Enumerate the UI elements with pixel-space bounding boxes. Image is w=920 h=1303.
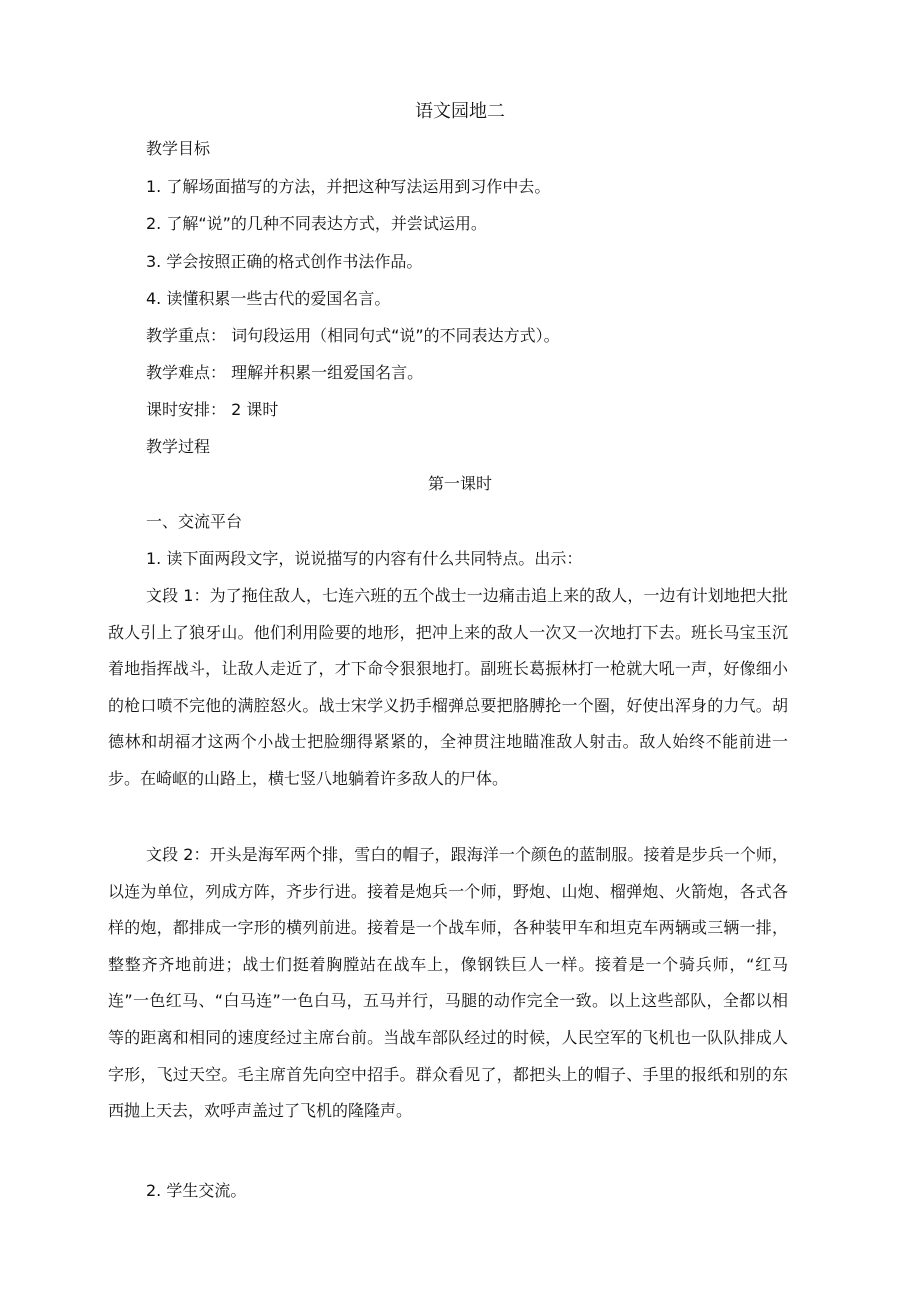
step-1: 1. 读下面两段文字，说说描写的内容有什么共同特点。出示： [146, 549, 583, 568]
difficulty: 教学难点： 理解并积累一组爱国名言。 [146, 363, 424, 382]
objective-item-3: 3. 学会按照正确的格式创作书法作品。 [146, 252, 423, 271]
objective-item-1: 1. 了解场面描写的方法，并把这种写法运用到习作中去。 [146, 177, 551, 196]
objective-item-4: 4. 读懂积累一些古代的爱国名言。 [146, 289, 391, 308]
key-point: 教学重点： 词句段运用（相同句式“说”的不同表达方式）。 [146, 326, 560, 345]
passage-1: 文段 1：为了拖住敌人，七连六班的五个战士一边痛击追上来的敌人，一边有计划地把大批敌人引上了狼牙山。他们利用险要的地形，把冲上来的敌人一次又一次地打下去。班长马宝玉沉着地指挥战斗，让敌人走近了，才下命令狠狠地打。副班长葛振林打一枪就大吼一声，好像细小的枪口喷不完他的满腔怒火。战士宋学义扔手榴弹总要把胳膊抡一个圈，好使出浑身的力气。胡德林和胡福才这两个小战士把脸绷得紧紧的，全神贯注地瞄准敌人射击。敌人始终不能前进一步。在崎岖的山路上，横七竖八地躺着许多敌人的尸体。 [108, 586, 788, 788]
objective-item-2: 2. 了解“说”的几种不同表达方式，并尝试运用。 [146, 214, 487, 233]
section-heading: 一、交流平台 [146, 512, 243, 531]
document-title: 语文园地二 [415, 101, 505, 122]
passage-2: 文段 2：开头是海军两个排，雪白的帽子，跟海洋一个颜色的蓝制服。接着是步兵一个师，以连为单位，列成方阵，齐步行进。接着是炮兵一个师，野炮、山炮、榴弹炮、火箭炮，各式各样的炮，都排成一字形的横列前进。接着是一个战车师，各种装甲车和坦克车两辆或三辆一排，整整齐齐地前进；战士们挺着胸膛站在战车上，像钢铁巨人一样。接着是一个骑兵师，“红马连”一色红马、“白马连”一色白马，五马并行，马腿的动作完全一致。以上这些部队，全都以相等的距离和相同的速度经过主席台前。当战车部队经过的时候，人民空军的飞机也一队队排成人字形，飞过天空。毛主席首先向空中招手。群众看见了，都把头上的帽子、手里的报纸和别的东西抛上天去，欢呼声盖过了飞机的隆隆声。 [108, 845, 788, 1121]
process-heading: 教学过程 [146, 437, 211, 456]
step-2: 2. 学生交流。 [146, 1181, 247, 1200]
schedule: 课时安排： 2 课时 [146, 400, 279, 419]
lesson-heading: 第一课时 [427, 474, 492, 493]
objectives-heading: 教学目标 [146, 139, 211, 158]
